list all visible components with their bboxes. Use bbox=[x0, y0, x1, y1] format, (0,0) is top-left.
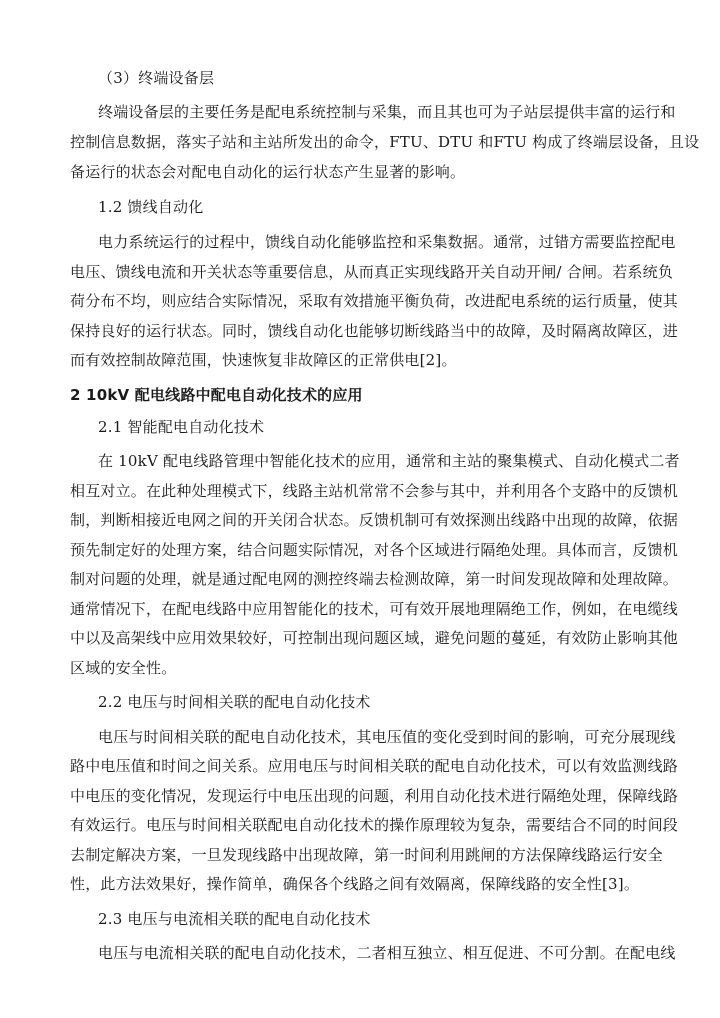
section-heading-2-3: 2.3 电压与电流相关联的配电自动化技术 bbox=[98, 910, 371, 928]
section-heading-terminal-layer: （3）终端设备层 bbox=[98, 69, 215, 87]
paragraph-line: 有效运行。电压与时间相关联配电自动化技术的操作原理较为复杂，需要结合不同的时间段 bbox=[70, 816, 679, 834]
chapter-heading-2: 2 10kV 配电线路中配电自动化技术的应用 bbox=[70, 386, 363, 404]
paragraph-line: 电力系统运行的过程中，馈线自动化能够监控和采集数据。通常，过错方需要监控配电 bbox=[98, 233, 676, 251]
paragraph-line: 去制定解决方案，一旦发现线路中出现故障，第一时间利用跳闸的方法保障线路运行安全 bbox=[70, 846, 663, 864]
paragraph-line: 终端设备层的主要任务是配电系统控制与采集，而且其也可为子站层提供丰富的运行和 bbox=[98, 103, 676, 121]
paragraph-line: 性，此方法效果好，操作简单，确保各个线路之间有效隔离，保障线路的安全性[3]。 bbox=[70, 875, 640, 893]
paragraph-line: 中以及高架线中应用效果较好，可控制出现问题区域，避免问题的蔓延，有效防止影响其他 bbox=[70, 629, 679, 647]
paragraph-line: 路中电压值和时间之间关系。应用电压与时间相关联的配电自动化技术，可以有效监测线路 bbox=[70, 757, 679, 775]
paragraph-line: 保持良好的运行状态。同时，馈线自动化也能够切断线路当中的故障，及时隔离故障区，进 bbox=[70, 322, 679, 340]
paragraph-line: 制对问题的处理，就是通过配电网的测控终端去检测故障，第一时间发现故障和处理故障。 bbox=[70, 570, 679, 588]
paragraph-line: 电压与电流相关联的配电自动化技术，二者相互独立、相互促进、不可分割。在配电线 bbox=[98, 944, 676, 962]
paragraph-line: 备运行的状态会对配电自动化的运行状态产生显著的影响。 bbox=[70, 163, 466, 181]
paragraph-line: 区域的安全性。 bbox=[70, 659, 177, 677]
paragraph-line: 预先制定好的处理方案，结合问题实际情况，对各个区域进行隔绝处理。具体而言，反馈机 bbox=[70, 541, 679, 559]
paragraph-line: 通常情况下，在配电线路中应用智能化的技术，可有效开展地理隔绝工作，例如，在电缆线 bbox=[70, 600, 679, 618]
paragraph-line: 而有效控制故障范围，快速恢复非故障区的正常供电[2]。 bbox=[70, 351, 457, 369]
paragraph-line: 荷分布不均，则应结合实际情况，采取有效措施平衡负荷，改进配电系统的运行质量，使其 bbox=[70, 292, 679, 310]
section-heading-2-2: 2.2 电压与时间相关联的配电自动化技术 bbox=[98, 693, 371, 711]
paragraph-line: 电压与时间相关联的配电自动化技术，其电压值的变化受到时间的影响，可充分展现线 bbox=[98, 728, 676, 746]
paragraph-line: 中电压的变化情况，发现运行中电压出现的问题，利用自动化技术进行隔绝处理，保障线路 bbox=[70, 787, 679, 805]
paragraph-line: 电压、馈线电流和开关状态等重要信息，从而真正实现线路开关自动开闸/ 合闸。若系统负 bbox=[70, 263, 674, 281]
paragraph-line: 制，判断相接近电网之间的开关闭合状态。反馈机制可有效探测出线路中出现的故障，依据 bbox=[70, 511, 679, 529]
section-heading-2-1: 2.1 智能配电自动化技术 bbox=[98, 418, 265, 436]
paragraph-line: 相互对立。在此种处理模式下，线路主站机常常不会参与其中，并利用各个支路中的反馈机 bbox=[70, 482, 679, 500]
paragraph-line: 控制信息数据，落实子站和主站所发出的命令，FTU、DTU 和FTU 构成了终端层设备，且设 bbox=[70, 133, 700, 151]
section-heading-feeder-automation: 1.2 馈线自动化 bbox=[98, 198, 204, 216]
paragraph-line: 在 10kV 配电线路管理中智能化技术的应用，通常和主站的聚集模式、自动化模式二者 bbox=[98, 452, 680, 470]
